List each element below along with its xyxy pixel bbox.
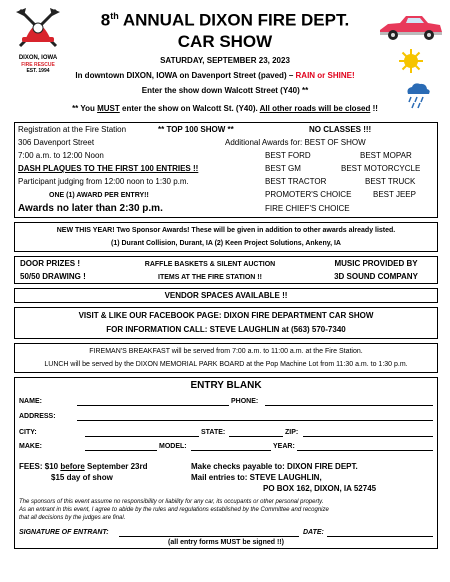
road-closure-note: ** You MUST enter the show on Walcott St. (Y40). All other roads will be closed !! (72, 104, 378, 113)
year-field[interactable] (297, 450, 433, 451)
fees-early: FEES: $10 before September 23rd (19, 462, 148, 471)
lunch-info: LUNCH will be served by the DIXON MEMORIAL PARK BOARD at the Pop Machine Lot from 11:30 a.m. to 1:30 p.m. (44, 361, 408, 368)
disclaimer-line-3: that all decisions by the judges are final. (19, 515, 126, 521)
state-field[interactable] (229, 436, 283, 437)
fire-rescue-logo (8, 6, 68, 72)
award-promoters-choice: PROMOTER'S CHOICE (265, 190, 352, 199)
mail-entries: Mail entries to: STEVE LAUGHLIN, (191, 473, 322, 482)
info-phone: FOR INFORMATION CALL: STEVE LAUGHLIN at (563) 570-7340 (106, 325, 346, 334)
signature-field[interactable] (119, 536, 299, 537)
make-field[interactable] (85, 450, 157, 451)
award-best-motorcycle: BEST MOTORCYCLE (341, 164, 421, 173)
fees-day-of: $15 day of show (51, 473, 113, 482)
phone-field[interactable] (265, 405, 433, 406)
checks-payable: Make checks payable to: DIXON FIRE DEPT. (191, 462, 358, 471)
registration-address: 306 Davenport Street (18, 138, 95, 147)
disclaimer-line-2: As an entrant in this event, I agree to abide by the rules and regulations established by the Committee and recognize (19, 507, 329, 513)
mail-address: PO BOX 162, DIXON, IA 52745 (263, 484, 377, 493)
award-best-tractor: BEST TRACTOR (265, 177, 327, 186)
state-label: STATE: (201, 429, 226, 436)
signature-required-note: (all entry forms MUST be signed !!) (168, 539, 284, 546)
date-label: DATE: (303, 529, 324, 536)
awards-deadline: Awards no later than 2:30 p.m. (18, 203, 163, 214)
sun-icon (398, 48, 424, 74)
dash-plaques: DASH PLAQUES TO THE FIRST 100 ENTRIES !! (18, 164, 199, 173)
award-best-gm: BEST GM (265, 164, 301, 173)
registration-hours: 7:00 a.m. to 12:00 Noon (18, 151, 104, 160)
sound-company: 3D SOUND COMPANY (334, 272, 418, 281)
rain-or-shine: RAIN or SHINE! (295, 71, 355, 80)
registration-awards-box (14, 122, 438, 218)
judging-time: Participant judging from 12:00 noon to 1:30 p.m. (18, 177, 189, 186)
disclaimer-line-1: The sponsors of this event assume no responsibility or liability for any car, its occupants or other personal property. (19, 499, 324, 505)
music-provided-by: MUSIC PROVIDED BY (334, 259, 418, 268)
facebook-page: VISIT & LIKE OUR FACEBOOK PAGE: DIXON FIRE DEPARTMENT CAR SHOW (78, 311, 374, 320)
additional-awards: Additional Awards for: BEST OF SHOW (225, 138, 366, 147)
registration-location: Registration at the Fire Station (18, 125, 127, 134)
award-best-jeep: BEST JEEP (373, 190, 416, 199)
signature-label: SIGNATURE OF ENTRANT: (19, 529, 109, 536)
name-label: NAME: (19, 398, 42, 405)
no-classes: NO CLASSES !!! (309, 125, 372, 134)
zip-label: ZIP: (285, 429, 299, 436)
page-title (70, 6, 380, 52)
one-award-per-entry: ONE (1) AWARD PER ENTRY!! (49, 192, 149, 199)
entry-blank-title: ENTRY BLANK (190, 380, 262, 391)
event-date: SATURDAY, SEPTEMBER 23, 2023 (160, 56, 290, 65)
fifty-fifty-drawing: 50/50 DRAWING ! (20, 272, 86, 281)
date-field[interactable] (327, 536, 433, 537)
award-best-ford: BEST FORD (265, 151, 311, 160)
year-label: YEAR: (273, 443, 295, 450)
fire-axes-helmet-icon (8, 6, 68, 50)
firemans-breakfast: FIREMAN'S BREAKFAST will be served from 7:00 a.m. to 11:00 a.m. at the Fire Station. (89, 348, 363, 355)
address-field[interactable] (77, 420, 433, 421)
city-field[interactable] (85, 436, 199, 437)
vendor-spaces: VENDOR SPACES AVAILABLE !! (164, 291, 288, 300)
award-fire-chiefs-choice: FIRE CHIEF'S CHOICE (265, 204, 350, 213)
make-label: MAKE: (19, 443, 42, 450)
city-label: CITY: (19, 429, 37, 436)
raffle-location: ITEMS AT THE FIRE STATION !! (158, 274, 262, 281)
top-100-show: ** TOP 100 SHOW ** (158, 125, 234, 134)
model-field[interactable] (191, 450, 271, 451)
address-label: ADDRESS: (19, 413, 56, 420)
logo-line-3: EST. 1994 (26, 68, 50, 74)
prizes-box (14, 256, 438, 284)
door-prizes: DOOR PRIZES ! (20, 259, 81, 268)
award-best-mopar: BEST MOPAR (360, 151, 412, 160)
title-line-1: 8th ANNUAL DIXON FIRE DEPT. (100, 10, 350, 30)
meals-box (14, 343, 438, 373)
title-line-2: CAR SHOW (177, 31, 273, 51)
phone-label: PHONE: (231, 398, 259, 405)
logo-line-1: DIXON, IOWA (18, 55, 58, 61)
entry-blank-form (14, 377, 438, 549)
raffle-baskets: RAFFLE BASKETS & SILENT AUCTION (144, 261, 276, 268)
facebook-info-box (14, 307, 438, 339)
logo-line-2: FIRE RESCUE (21, 62, 55, 68)
model-label: MODEL: (159, 443, 187, 450)
classic-car-icon (376, 12, 444, 42)
event-location: In downtown DIXON, IOWA on Davenport Street (paved) – RAIN or SHINE! (75, 71, 355, 80)
vendor-box (14, 288, 438, 303)
sponsor-line-2: (1) Durant Collision, Durant, IA (2) Keen Project Solutions, Ankeny, IA (111, 240, 341, 247)
sponsor-awards-box (14, 222, 438, 252)
show-entry-note: Enter the show down Walcott Street (Y40) ** (141, 86, 309, 95)
award-best-truck: BEST TRUCK (365, 177, 416, 186)
sponsor-line-1: NEW THIS YEAR! Two Sponsor Awards! These will be given in addition to other awards already listed. (56, 227, 396, 234)
name-field[interactable] (77, 405, 229, 406)
zip-field[interactable] (303, 436, 433, 437)
